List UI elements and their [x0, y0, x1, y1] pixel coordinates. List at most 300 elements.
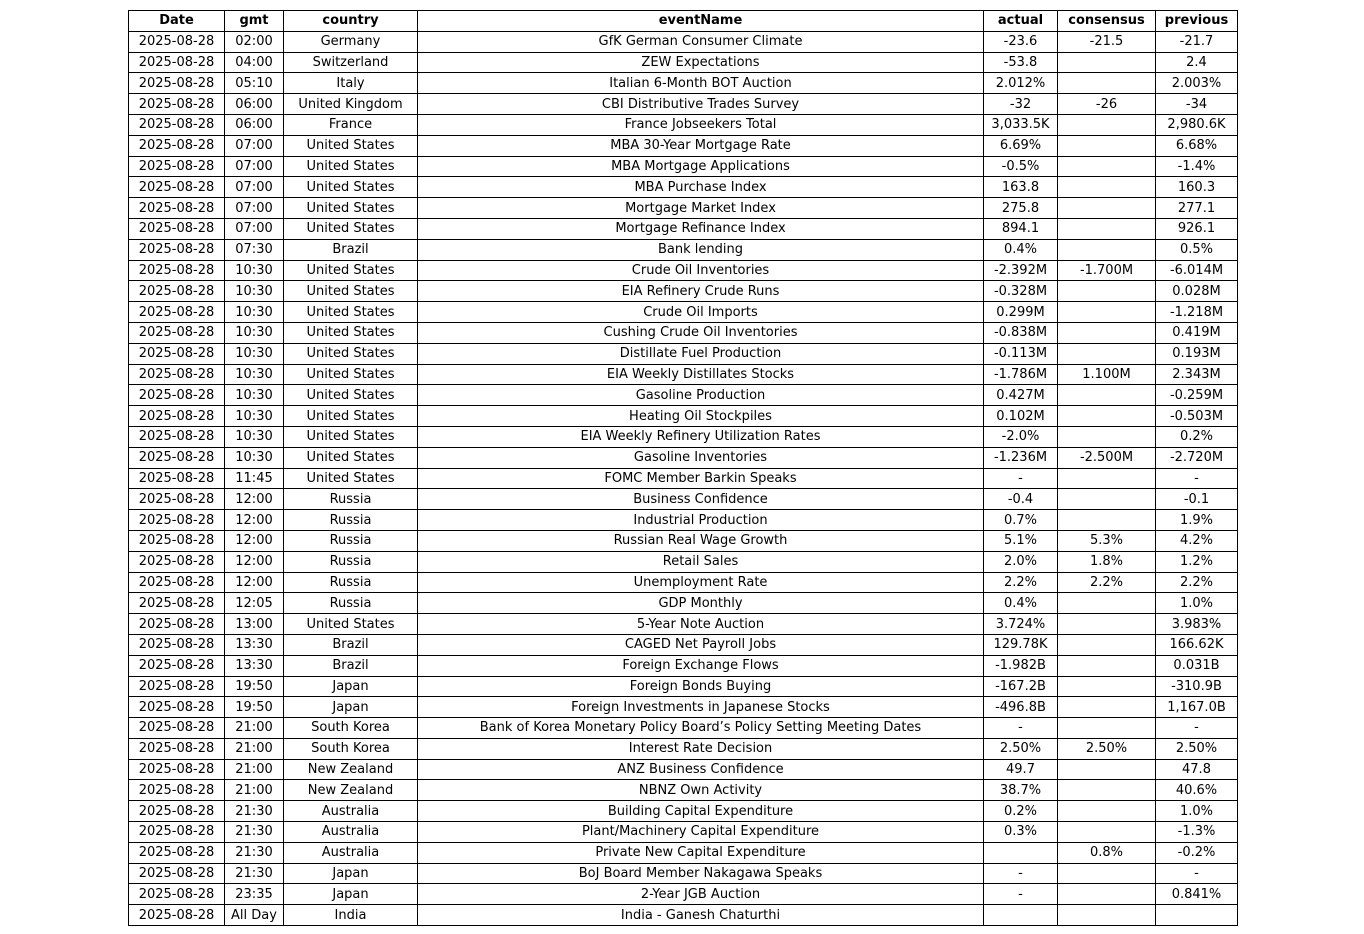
actual-cell: -496.8B — [984, 697, 1058, 718]
gmt-cell: 21:30 — [225, 822, 284, 843]
consensus-cell — [1058, 73, 1156, 94]
gmt-cell: 10:30 — [225, 364, 284, 385]
consensus-cell — [1058, 863, 1156, 884]
gmt-cell: 13:30 — [225, 655, 284, 676]
date-cell: 2025-08-28 — [129, 468, 225, 489]
consensus-cell — [1058, 114, 1156, 135]
gmt-cell: 10:30 — [225, 281, 284, 302]
actual-cell: 2.50% — [984, 738, 1058, 759]
actual-cell: -0.113M — [984, 343, 1058, 364]
country-cell: Russia — [284, 530, 418, 551]
consensus-cell — [1058, 406, 1156, 427]
date-cell: 2025-08-28 — [129, 94, 225, 115]
country-cell: United States — [284, 281, 418, 302]
column-header-date: Date — [129, 11, 225, 32]
previous-cell: -6.014M — [1156, 260, 1238, 281]
actual-cell: -0.328M — [984, 281, 1058, 302]
column-header-country: country — [284, 11, 418, 32]
actual-cell: 129.78K — [984, 634, 1058, 655]
country-cell: Japan — [284, 884, 418, 905]
table-row — [129, 634, 1238, 655]
table-row — [129, 94, 1238, 115]
date-cell: 2025-08-28 — [129, 406, 225, 427]
date-cell: 2025-08-28 — [129, 426, 225, 447]
table-row — [129, 801, 1238, 822]
country-cell: Brazil — [284, 634, 418, 655]
consensus-cell: -1.700M — [1058, 260, 1156, 281]
date-cell: 2025-08-28 — [129, 634, 225, 655]
consensus-cell — [1058, 177, 1156, 198]
actual-cell: -167.2B — [984, 676, 1058, 697]
country-cell: Australia — [284, 801, 418, 822]
actual-cell: -1.236M — [984, 447, 1058, 468]
table-body — [129, 31, 1238, 925]
date-cell: 2025-08-28 — [129, 156, 225, 177]
gmt-cell: 13:00 — [225, 614, 284, 635]
table-row — [129, 447, 1238, 468]
consensus-cell — [1058, 780, 1156, 801]
previous-cell: 277.1 — [1156, 198, 1238, 219]
event-name-cell: India - Ganesh Chaturthi — [418, 905, 984, 926]
country-cell: United States — [284, 426, 418, 447]
date-cell: 2025-08-28 — [129, 530, 225, 551]
country-cell: United States — [284, 468, 418, 489]
previous-cell: 166.62K — [1156, 634, 1238, 655]
previous-cell: -1.218M — [1156, 302, 1238, 323]
date-cell: 2025-08-28 — [129, 198, 225, 219]
actual-cell: -1.786M — [984, 364, 1058, 385]
date-cell: 2025-08-28 — [129, 239, 225, 260]
table-row — [129, 593, 1238, 614]
consensus-cell — [1058, 801, 1156, 822]
country-cell: Germany — [284, 31, 418, 52]
consensus-cell — [1058, 655, 1156, 676]
consensus-cell: 0.8% — [1058, 842, 1156, 863]
date-cell: 2025-08-28 — [129, 676, 225, 697]
date-cell: 2025-08-28 — [129, 593, 225, 614]
event-name-cell: Private New Capital Expenditure — [418, 842, 984, 863]
table-row — [129, 905, 1238, 926]
actual-cell: -23.6 — [984, 31, 1058, 52]
table-row — [129, 780, 1238, 801]
event-name-cell: Industrial Production — [418, 510, 984, 531]
country-cell: South Korea — [284, 718, 418, 739]
previous-cell: -34 — [1156, 94, 1238, 115]
event-name-cell: ANZ Business Confidence — [418, 759, 984, 780]
country-cell: Japan — [284, 676, 418, 697]
actual-cell: -0.4 — [984, 489, 1058, 510]
table-row — [129, 156, 1238, 177]
consensus-cell — [1058, 489, 1156, 510]
country-cell: Russia — [284, 551, 418, 572]
consensus-cell: 2.50% — [1058, 738, 1156, 759]
gmt-cell: 12:00 — [225, 489, 284, 510]
country-cell: Russia — [284, 489, 418, 510]
event-name-cell: Crude Oil Imports — [418, 302, 984, 323]
country-cell: United States — [284, 614, 418, 635]
country-cell: Italy — [284, 73, 418, 94]
event-name-cell: NBNZ Own Activity — [418, 780, 984, 801]
table-row — [129, 73, 1238, 94]
gmt-cell: 06:00 — [225, 94, 284, 115]
event-name-cell: 5-Year Note Auction — [418, 614, 984, 635]
date-cell: 2025-08-28 — [129, 759, 225, 780]
country-cell: Australia — [284, 822, 418, 843]
event-name-cell: Building Capital Expenditure — [418, 801, 984, 822]
gmt-cell: 12:05 — [225, 593, 284, 614]
gmt-cell: 12:00 — [225, 530, 284, 551]
table-row — [129, 572, 1238, 593]
country-cell: New Zealand — [284, 759, 418, 780]
event-name-cell: Bank lending — [418, 239, 984, 260]
column-header-gmt: gmt — [225, 11, 284, 32]
country-cell: United States — [284, 322, 418, 343]
event-name-cell: MBA 30-Year Mortgage Rate — [418, 135, 984, 156]
previous-cell: 160.3 — [1156, 177, 1238, 198]
country-cell: United States — [284, 447, 418, 468]
table-row — [129, 218, 1238, 239]
date-cell: 2025-08-28 — [129, 510, 225, 531]
table-row — [129, 302, 1238, 323]
actual-cell: 0.2% — [984, 801, 1058, 822]
actual-cell: 3,033.5K — [984, 114, 1058, 135]
table-row — [129, 177, 1238, 198]
actual-cell: 0.4% — [984, 593, 1058, 614]
actual-cell: 0.427M — [984, 385, 1058, 406]
gmt-cell: 07:00 — [225, 177, 284, 198]
country-cell: Brazil — [284, 239, 418, 260]
country-cell: United States — [284, 177, 418, 198]
gmt-cell: 12:00 — [225, 510, 284, 531]
date-cell: 2025-08-28 — [129, 260, 225, 281]
consensus-cell — [1058, 239, 1156, 260]
country-cell: United States — [284, 198, 418, 219]
country-cell: Japan — [284, 697, 418, 718]
event-name-cell: Italian 6-Month BOT Auction — [418, 73, 984, 94]
previous-cell: - — [1156, 863, 1238, 884]
previous-cell: 2,980.6K — [1156, 114, 1238, 135]
event-name-cell: Foreign Investments in Japanese Stocks — [418, 697, 984, 718]
consensus-cell — [1058, 302, 1156, 323]
date-cell: 2025-08-28 — [129, 572, 225, 593]
gmt-cell: 10:30 — [225, 385, 284, 406]
table-row — [129, 114, 1238, 135]
previous-cell: - — [1156, 718, 1238, 739]
event-name-cell: ZEW Expectations — [418, 52, 984, 73]
actual-cell: - — [984, 468, 1058, 489]
previous-cell: 2.003% — [1156, 73, 1238, 94]
table-row — [129, 489, 1238, 510]
previous-cell: 2.2% — [1156, 572, 1238, 593]
table-row — [129, 718, 1238, 739]
table-row — [129, 31, 1238, 52]
actual-cell: -2.0% — [984, 426, 1058, 447]
date-cell: 2025-08-28 — [129, 114, 225, 135]
gmt-cell: 21:00 — [225, 718, 284, 739]
date-cell: 2025-08-28 — [129, 364, 225, 385]
consensus-cell — [1058, 426, 1156, 447]
previous-cell: -0.259M — [1156, 385, 1238, 406]
event-name-cell: Retail Sales — [418, 551, 984, 572]
date-cell: 2025-08-28 — [129, 801, 225, 822]
event-name-cell: Distillate Fuel Production — [418, 343, 984, 364]
consensus-cell — [1058, 52, 1156, 73]
event-name-cell: GDP Monthly — [418, 593, 984, 614]
table-row — [129, 551, 1238, 572]
country-cell: Switzerland — [284, 52, 418, 73]
event-name-cell: Plant/Machinery Capital Expenditure — [418, 822, 984, 843]
country-cell: United States — [284, 385, 418, 406]
actual-cell: 6.69% — [984, 135, 1058, 156]
table-row — [129, 52, 1238, 73]
gmt-cell: 21:00 — [225, 780, 284, 801]
event-name-cell: Gasoline Inventories — [418, 447, 984, 468]
event-name-cell: Interest Rate Decision — [418, 738, 984, 759]
table-row — [129, 863, 1238, 884]
gmt-cell: 10:30 — [225, 260, 284, 281]
event-name-cell: BoJ Board Member Nakagawa Speaks — [418, 863, 984, 884]
gmt-cell: 21:00 — [225, 738, 284, 759]
gmt-cell: 21:30 — [225, 801, 284, 822]
table-row — [129, 842, 1238, 863]
event-name-cell: CBI Distributive Trades Survey — [418, 94, 984, 115]
date-cell: 2025-08-28 — [129, 343, 225, 364]
event-name-cell: Foreign Exchange Flows — [418, 655, 984, 676]
country-cell: United States — [284, 364, 418, 385]
consensus-cell: -26 — [1058, 94, 1156, 115]
country-cell: South Korea — [284, 738, 418, 759]
country-cell: United States — [284, 343, 418, 364]
consensus-cell: 1.8% — [1058, 551, 1156, 572]
consensus-cell — [1058, 884, 1156, 905]
table-row — [129, 738, 1238, 759]
column-header-event-name: eventName — [418, 11, 984, 32]
country-cell: United States — [284, 218, 418, 239]
previous-cell: 0.5% — [1156, 239, 1238, 260]
table-row — [129, 676, 1238, 697]
actual-cell: 0.3% — [984, 822, 1058, 843]
previous-cell: 2.50% — [1156, 738, 1238, 759]
previous-cell: -21.7 — [1156, 31, 1238, 52]
actual-cell: 38.7% — [984, 780, 1058, 801]
actual-cell: 49.7 — [984, 759, 1058, 780]
date-cell: 2025-08-28 — [129, 302, 225, 323]
gmt-cell: 21:30 — [225, 842, 284, 863]
country-cell: United States — [284, 156, 418, 177]
event-name-cell: Business Confidence — [418, 489, 984, 510]
country-cell: New Zealand — [284, 780, 418, 801]
previous-cell: -0.1 — [1156, 489, 1238, 510]
previous-cell: 1.0% — [1156, 593, 1238, 614]
actual-cell: -32 — [984, 94, 1058, 115]
date-cell: 2025-08-28 — [129, 447, 225, 468]
event-name-cell: EIA Weekly Refinery Utilization Rates — [418, 426, 984, 447]
actual-cell: 0.102M — [984, 406, 1058, 427]
consensus-cell — [1058, 905, 1156, 926]
event-name-cell: Heating Oil Stockpiles — [418, 406, 984, 427]
country-cell: Australia — [284, 842, 418, 863]
event-name-cell: Cushing Crude Oil Inventories — [418, 322, 984, 343]
previous-cell: 47.8 — [1156, 759, 1238, 780]
consensus-cell — [1058, 322, 1156, 343]
header-row — [129, 11, 1238, 32]
consensus-cell — [1058, 822, 1156, 843]
actual-cell: 163.8 — [984, 177, 1058, 198]
event-name-cell: Gasoline Production — [418, 385, 984, 406]
date-cell: 2025-08-28 — [129, 780, 225, 801]
table-row — [129, 655, 1238, 676]
event-name-cell: France Jobseekers Total — [418, 114, 984, 135]
table-row — [129, 364, 1238, 385]
event-name-cell: EIA Weekly Distillates Stocks — [418, 364, 984, 385]
consensus-cell — [1058, 218, 1156, 239]
gmt-cell: 10:30 — [225, 426, 284, 447]
actual-cell: -1.982B — [984, 655, 1058, 676]
gmt-cell: 10:30 — [225, 302, 284, 323]
previous-cell: 926.1 — [1156, 218, 1238, 239]
table-row — [129, 426, 1238, 447]
date-cell: 2025-08-28 — [129, 718, 225, 739]
previous-cell: 0.2% — [1156, 426, 1238, 447]
table-row — [129, 281, 1238, 302]
previous-cell: 1.2% — [1156, 551, 1238, 572]
gmt-cell: 02:00 — [225, 31, 284, 52]
consensus-cell — [1058, 759, 1156, 780]
consensus-cell: -2.500M — [1058, 447, 1156, 468]
actual-cell: 0.299M — [984, 302, 1058, 323]
previous-cell: 2.343M — [1156, 364, 1238, 385]
previous-cell: -1.4% — [1156, 156, 1238, 177]
column-header-consensus: consensus — [1058, 11, 1156, 32]
date-cell: 2025-08-28 — [129, 614, 225, 635]
previous-cell: 0.841% — [1156, 884, 1238, 905]
gmt-cell: 05:10 — [225, 73, 284, 94]
gmt-cell: 12:00 — [225, 572, 284, 593]
gmt-cell: 19:50 — [225, 697, 284, 718]
country-cell: Japan — [284, 863, 418, 884]
event-name-cell: 2-Year JGB Auction — [418, 884, 984, 905]
table-row — [129, 822, 1238, 843]
event-name-cell: Mortgage Market Index — [418, 198, 984, 219]
previous-cell: 0.031B — [1156, 655, 1238, 676]
gmt-cell: All Day — [225, 905, 284, 926]
consensus-cell — [1058, 468, 1156, 489]
consensus-cell — [1058, 156, 1156, 177]
table-row — [129, 697, 1238, 718]
actual-cell: 2.012% — [984, 73, 1058, 94]
date-cell: 2025-08-28 — [129, 905, 225, 926]
event-name-cell: Crude Oil Inventories — [418, 260, 984, 281]
event-name-cell: Russian Real Wage Growth — [418, 530, 984, 551]
consensus-cell — [1058, 593, 1156, 614]
gmt-cell: 10:30 — [225, 406, 284, 427]
event-name-cell: Bank of Korea Monetary Policy Board’s Policy Setting Meeting Dates — [418, 718, 984, 739]
table-row — [129, 759, 1238, 780]
previous-cell: - — [1156, 468, 1238, 489]
gmt-cell: 21:00 — [225, 759, 284, 780]
table-row — [129, 884, 1238, 905]
event-name-cell: Mortgage Refinance Index — [418, 218, 984, 239]
country-cell: United Kingdom — [284, 94, 418, 115]
consensus-cell — [1058, 281, 1156, 302]
actual-cell: - — [984, 718, 1058, 739]
previous-cell: 0.193M — [1156, 343, 1238, 364]
table-row — [129, 343, 1238, 364]
actual-cell: 5.1% — [984, 530, 1058, 551]
event-name-cell: Unemployment Rate — [418, 572, 984, 593]
country-cell: United States — [284, 135, 418, 156]
actual-cell: 0.7% — [984, 510, 1058, 531]
event-name-cell: EIA Refinery Crude Runs — [418, 281, 984, 302]
column-header-previous: previous — [1156, 11, 1238, 32]
table-row — [129, 510, 1238, 531]
event-name-cell: CAGED Net Payroll Jobs — [418, 634, 984, 655]
consensus-cell: 1.100M — [1058, 364, 1156, 385]
gmt-cell: 23:35 — [225, 884, 284, 905]
actual-cell: -0.838M — [984, 322, 1058, 343]
consensus-cell — [1058, 718, 1156, 739]
consensus-cell — [1058, 385, 1156, 406]
date-cell: 2025-08-28 — [129, 322, 225, 343]
gmt-cell: 21:30 — [225, 863, 284, 884]
gmt-cell: 04:00 — [225, 52, 284, 73]
previous-cell: -2.720M — [1156, 447, 1238, 468]
gmt-cell: 07:00 — [225, 156, 284, 177]
consensus-cell — [1058, 676, 1156, 697]
date-cell: 2025-08-28 — [129, 73, 225, 94]
consensus-cell — [1058, 198, 1156, 219]
date-cell: 2025-08-28 — [129, 385, 225, 406]
previous-cell: 2.4 — [1156, 52, 1238, 73]
previous-cell: 6.68% — [1156, 135, 1238, 156]
date-cell: 2025-08-28 — [129, 551, 225, 572]
date-cell: 2025-08-28 — [129, 738, 225, 759]
date-cell: 2025-08-28 — [129, 842, 225, 863]
gmt-cell: 10:30 — [225, 322, 284, 343]
previous-cell: -1.3% — [1156, 822, 1238, 843]
actual-cell: 2.0% — [984, 551, 1058, 572]
table-row — [129, 385, 1238, 406]
country-cell: Russia — [284, 510, 418, 531]
previous-cell: -310.9B — [1156, 676, 1238, 697]
actual-cell: - — [984, 884, 1058, 905]
gmt-cell: 07:00 — [225, 218, 284, 239]
previous-cell — [1156, 905, 1238, 926]
event-name-cell: MBA Purchase Index — [418, 177, 984, 198]
consensus-cell — [1058, 634, 1156, 655]
consensus-cell: 5.3% — [1058, 530, 1156, 551]
previous-cell: 40.6% — [1156, 780, 1238, 801]
actual-cell: 3.724% — [984, 614, 1058, 635]
gmt-cell: 13:30 — [225, 634, 284, 655]
consensus-cell — [1058, 614, 1156, 635]
table-row — [129, 614, 1238, 635]
previous-cell: -0.2% — [1156, 842, 1238, 863]
date-cell: 2025-08-28 — [129, 697, 225, 718]
table-row — [129, 239, 1238, 260]
event-name-cell: MBA Mortgage Applications — [418, 156, 984, 177]
column-header-actual: actual — [984, 11, 1058, 32]
country-cell: India — [284, 905, 418, 926]
actual-cell — [984, 842, 1058, 863]
date-cell: 2025-08-28 — [129, 31, 225, 52]
country-cell: United States — [284, 406, 418, 427]
previous-cell: 1.0% — [1156, 801, 1238, 822]
previous-cell: 4.2% — [1156, 530, 1238, 551]
consensus-cell — [1058, 343, 1156, 364]
consensus-cell — [1058, 697, 1156, 718]
date-cell: 2025-08-28 — [129, 822, 225, 843]
